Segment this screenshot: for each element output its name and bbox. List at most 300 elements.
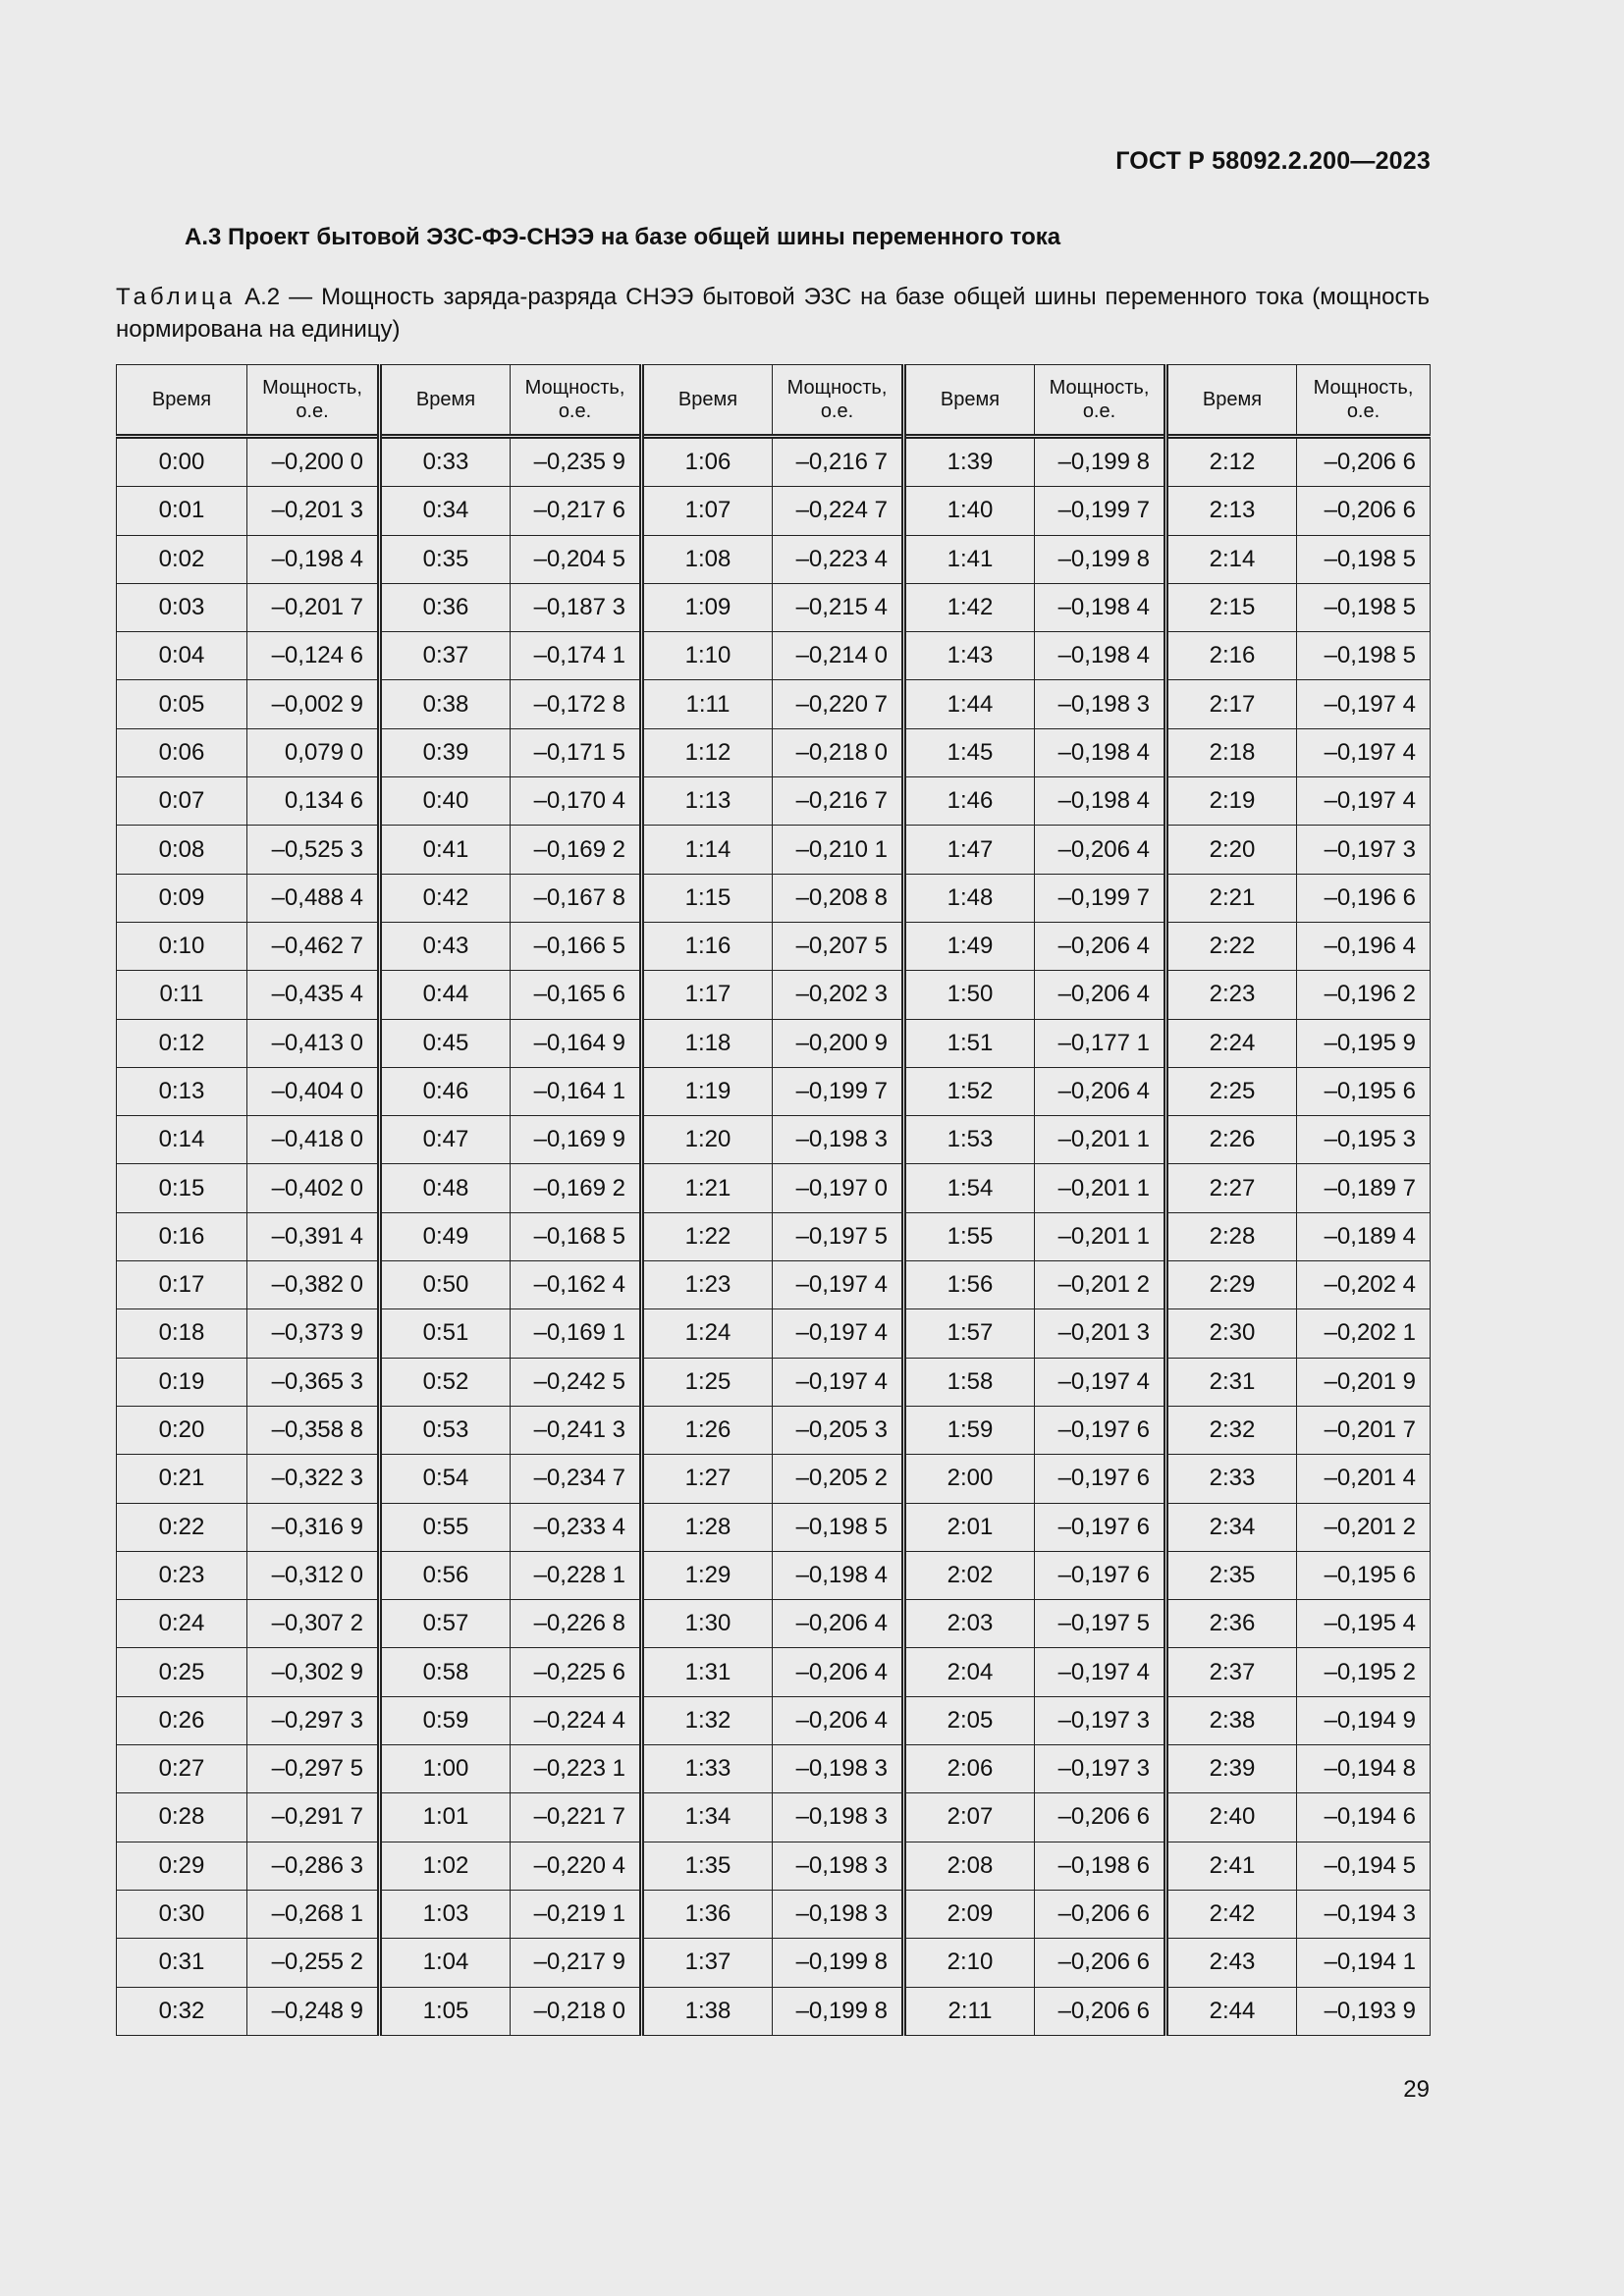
time-cell: 0:55 — [380, 1503, 511, 1551]
time-cell: 1:53 — [904, 1116, 1035, 1164]
power-cell: –0,197 4 — [773, 1358, 904, 1406]
power-cell: –0,197 4 — [773, 1261, 904, 1309]
power-cell: –0,194 3 — [1297, 1890, 1431, 1938]
power-cell: –0,197 4 — [1035, 1648, 1166, 1696]
time-cell: 2:19 — [1166, 777, 1297, 826]
time-cell: 2:25 — [1166, 1067, 1297, 1115]
time-cell: 0:11 — [117, 971, 247, 1019]
power-cell: –0,162 4 — [511, 1261, 642, 1309]
power-cell: –0,201 1 — [1035, 1164, 1166, 1212]
time-cell: 2:04 — [904, 1648, 1035, 1696]
table-row — [117, 1309, 1431, 1358]
time-cell: 2:02 — [904, 1551, 1035, 1599]
time-cell: 2:11 — [904, 1987, 1035, 2035]
power-cell: –0,197 6 — [1035, 1455, 1166, 1503]
power-data-table — [116, 364, 1431, 2036]
time-cell: 0:28 — [117, 1793, 247, 1842]
time-cell: 1:16 — [642, 922, 773, 970]
power-cell: –0,198 4 — [1035, 728, 1166, 776]
power-cell: –0,193 9 — [1297, 1987, 1431, 2035]
time-cell: 2:38 — [1166, 1696, 1297, 1744]
power-cell: –0,206 6 — [1035, 1890, 1166, 1938]
power-cell: –0,194 1 — [1297, 1939, 1431, 1987]
time-cell: 0:10 — [117, 922, 247, 970]
time-cell: 1:10 — [642, 632, 773, 680]
time-cell: 0:33 — [380, 437, 511, 487]
caption-text: А.2 — Мощность заряда-разряда СНЭЭ бытовой ЭЗС на базе общей шины переменного тока (мощность нормирована на единицу) — [116, 284, 1430, 343]
power-cell: –0,255 2 — [247, 1939, 380, 1987]
time-cell: 2:09 — [904, 1890, 1035, 1938]
time-cell: 2:42 — [1166, 1890, 1297, 1938]
column-header-power: Мощность, о.е. — [1297, 365, 1431, 437]
table-row — [117, 1890, 1431, 1938]
time-cell: 2:33 — [1166, 1455, 1297, 1503]
time-cell: 2:12 — [1166, 437, 1297, 487]
power-cell: –0,216 7 — [773, 437, 904, 487]
power-cell: –0,201 1 — [1035, 1212, 1166, 1260]
table-row — [117, 777, 1431, 826]
time-cell: 1:08 — [642, 535, 773, 583]
table-header-row — [117, 365, 1431, 437]
power-cell: –0,223 4 — [773, 535, 904, 583]
power-cell: –0,302 9 — [247, 1648, 380, 1696]
power-cell: –0,206 4 — [773, 1600, 904, 1648]
power-cell: –0,218 0 — [773, 728, 904, 776]
power-cell: –0,218 0 — [511, 1987, 642, 2035]
power-cell: –0,216 7 — [773, 777, 904, 826]
power-cell: –0,224 7 — [773, 487, 904, 535]
time-cell: 2:05 — [904, 1696, 1035, 1744]
power-cell: –0,206 4 — [773, 1648, 904, 1696]
time-cell: 2:26 — [1166, 1116, 1297, 1164]
time-cell: 2:41 — [1166, 1842, 1297, 1890]
power-cell: –0,221 7 — [511, 1793, 642, 1842]
time-cell: 1:30 — [642, 1600, 773, 1648]
power-cell: –0,241 3 — [511, 1406, 642, 1454]
column-header-time: Время — [380, 365, 511, 437]
power-cell: –0,199 7 — [773, 1067, 904, 1115]
power-cell: –0,198 3 — [773, 1745, 904, 1793]
time-cell: 1:55 — [904, 1212, 1035, 1260]
table-row — [117, 971, 1431, 1019]
power-cell: –0,174 1 — [511, 632, 642, 680]
time-cell: 0:40 — [380, 777, 511, 826]
power-cell: –0,197 3 — [1035, 1696, 1166, 1744]
time-cell: 1:51 — [904, 1019, 1035, 1067]
power-cell: –0,169 1 — [511, 1309, 642, 1358]
power-cell: –0,204 5 — [511, 535, 642, 583]
power-cell: –0,195 6 — [1297, 1067, 1431, 1115]
power-cell: –0,228 1 — [511, 1551, 642, 1599]
time-cell: 2:29 — [1166, 1261, 1297, 1309]
power-cell: –0,202 4 — [1297, 1261, 1431, 1309]
power-cell: –0,196 6 — [1297, 874, 1431, 922]
power-cell: –0,525 3 — [247, 826, 380, 874]
time-cell: 0:24 — [117, 1600, 247, 1648]
power-cell: –0,220 7 — [773, 680, 904, 728]
power-cell: –0,210 1 — [773, 826, 904, 874]
time-cell: 0:41 — [380, 826, 511, 874]
time-cell: 1:37 — [642, 1939, 773, 1987]
time-cell: 0:04 — [117, 632, 247, 680]
table-row — [117, 1212, 1431, 1260]
column-header-power: Мощность, о.е. — [1035, 365, 1166, 437]
table-row — [117, 922, 1431, 970]
table-row — [117, 1067, 1431, 1115]
power-cell: –0,187 3 — [511, 583, 642, 631]
power-cell: –0,235 9 — [511, 437, 642, 487]
time-cell: 1:49 — [904, 922, 1035, 970]
time-cell: 1:59 — [904, 1406, 1035, 1454]
time-cell: 0:30 — [117, 1890, 247, 1938]
power-cell: –0,242 5 — [511, 1358, 642, 1406]
power-cell: –0,207 5 — [773, 922, 904, 970]
power-cell: –0,201 4 — [1297, 1455, 1431, 1503]
table-row — [117, 1987, 1431, 2035]
time-cell: 2:30 — [1166, 1309, 1297, 1358]
time-cell: 1:39 — [904, 437, 1035, 487]
power-cell: –0,488 4 — [247, 874, 380, 922]
power-cell: –0,197 3 — [1035, 1745, 1166, 1793]
power-cell: –0,197 6 — [1035, 1551, 1166, 1599]
time-cell: 0:43 — [380, 922, 511, 970]
power-cell: –0,197 4 — [1035, 1358, 1166, 1406]
power-cell: –0,206 4 — [1035, 922, 1166, 970]
time-cell: 0:23 — [117, 1551, 247, 1599]
time-cell: 2:37 — [1166, 1648, 1297, 1696]
time-cell: 1:40 — [904, 487, 1035, 535]
time-cell: 2:14 — [1166, 535, 1297, 583]
power-cell: –0,194 6 — [1297, 1793, 1431, 1842]
power-cell: –0,391 4 — [247, 1212, 380, 1260]
power-cell: –0,206 6 — [1297, 437, 1431, 487]
table-row — [117, 1116, 1431, 1164]
power-cell: –0,198 4 — [773, 1551, 904, 1599]
power-cell: –0,201 9 — [1297, 1358, 1431, 1406]
power-cell: –0,168 5 — [511, 1212, 642, 1260]
power-cell: –0,201 7 — [1297, 1406, 1431, 1454]
time-cell: 1:28 — [642, 1503, 773, 1551]
time-cell: 0:18 — [117, 1309, 247, 1358]
power-cell: –0,206 6 — [1035, 1793, 1166, 1842]
power-cell: –0,206 4 — [1035, 971, 1166, 1019]
power-cell: –0,198 3 — [773, 1116, 904, 1164]
power-cell: –0,199 8 — [1035, 535, 1166, 583]
time-cell: 1:35 — [642, 1842, 773, 1890]
power-cell: –0,199 8 — [1035, 437, 1166, 487]
time-cell: 2:34 — [1166, 1503, 1297, 1551]
time-cell: 0:03 — [117, 583, 247, 631]
table-row — [117, 1261, 1431, 1309]
time-cell: 2:31 — [1166, 1358, 1297, 1406]
time-cell: 0:39 — [380, 728, 511, 776]
power-cell: –0,208 8 — [773, 874, 904, 922]
time-cell: 2:18 — [1166, 728, 1297, 776]
power-cell: –0,215 4 — [773, 583, 904, 631]
table-row — [117, 728, 1431, 776]
time-cell: 1:45 — [904, 728, 1035, 776]
page-number: 29 — [1403, 2076, 1430, 2103]
time-cell: 2:06 — [904, 1745, 1035, 1793]
power-cell: –0,169 9 — [511, 1116, 642, 1164]
time-cell: 1:47 — [904, 826, 1035, 874]
power-cell: –0,198 3 — [773, 1842, 904, 1890]
power-cell: –0,365 3 — [247, 1358, 380, 1406]
power-cell: –0,197 4 — [1297, 777, 1431, 826]
time-cell: 2:44 — [1166, 1987, 1297, 2035]
power-cell: –0,206 4 — [1035, 826, 1166, 874]
power-cell: –0,194 5 — [1297, 1842, 1431, 1890]
time-cell: 1:11 — [642, 680, 773, 728]
time-cell: 0:54 — [380, 1455, 511, 1503]
power-cell: –0,297 3 — [247, 1696, 380, 1744]
power-cell: –0,198 6 — [1035, 1842, 1166, 1890]
power-cell: –0,358 8 — [247, 1406, 380, 1454]
power-cell: –0,164 9 — [511, 1019, 642, 1067]
time-cell: 1:23 — [642, 1261, 773, 1309]
power-cell: –0,167 8 — [511, 874, 642, 922]
power-cell: –0,202 3 — [773, 971, 904, 1019]
power-cell: –0,202 1 — [1297, 1309, 1431, 1358]
time-cell: 1:20 — [642, 1116, 773, 1164]
power-cell: –0,198 3 — [773, 1793, 904, 1842]
power-cell: –0,223 1 — [511, 1745, 642, 1793]
power-cell: –0,169 2 — [511, 1164, 642, 1212]
power-cell: –0,402 0 — [247, 1164, 380, 1212]
power-cell: –0,165 6 — [511, 971, 642, 1019]
time-cell: 2:43 — [1166, 1939, 1297, 1987]
time-cell: 2:01 — [904, 1503, 1035, 1551]
power-cell: –0,198 5 — [1297, 583, 1431, 631]
time-cell: 1:00 — [380, 1745, 511, 1793]
table-row — [117, 1455, 1431, 1503]
time-cell: 2:40 — [1166, 1793, 1297, 1842]
table-row — [117, 826, 1431, 874]
power-cell: –0,205 2 — [773, 1455, 904, 1503]
power-cell: –0,234 7 — [511, 1455, 642, 1503]
table-row — [117, 1745, 1431, 1793]
table-row — [117, 437, 1431, 487]
time-cell: 0:42 — [380, 874, 511, 922]
time-cell: 1:56 — [904, 1261, 1035, 1309]
time-cell: 1:19 — [642, 1067, 773, 1115]
time-cell: 2:20 — [1166, 826, 1297, 874]
table-row — [117, 583, 1431, 631]
power-cell: –0,322 3 — [247, 1455, 380, 1503]
time-cell: 0:49 — [380, 1212, 511, 1260]
table-row — [117, 632, 1431, 680]
power-cell: –0,413 0 — [247, 1019, 380, 1067]
power-cell: –0,197 0 — [773, 1164, 904, 1212]
power-cell: –0,171 5 — [511, 728, 642, 776]
power-cell: –0,194 9 — [1297, 1696, 1431, 1744]
power-cell: –0,195 3 — [1297, 1116, 1431, 1164]
time-cell: 2:27 — [1166, 1164, 1297, 1212]
power-cell: –0,198 5 — [773, 1503, 904, 1551]
time-cell: 0:14 — [117, 1116, 247, 1164]
time-cell: 0:02 — [117, 535, 247, 583]
time-cell: 0:05 — [117, 680, 247, 728]
time-cell: 2:22 — [1166, 922, 1297, 970]
time-cell: 0:58 — [380, 1648, 511, 1696]
time-cell: 0:53 — [380, 1406, 511, 1454]
power-cell: –0,462 7 — [247, 922, 380, 970]
time-cell: 1:03 — [380, 1890, 511, 1938]
time-cell: 2:10 — [904, 1939, 1035, 1987]
power-cell: –0,206 6 — [1035, 1939, 1166, 1987]
power-cell: –0,198 4 — [1035, 632, 1166, 680]
time-cell: 1:07 — [642, 487, 773, 535]
time-cell: 1:05 — [380, 1987, 511, 2035]
time-cell: 1:27 — [642, 1455, 773, 1503]
column-header-time: Время — [117, 365, 247, 437]
power-cell: –0,164 1 — [511, 1067, 642, 1115]
power-cell: –0,206 6 — [1297, 487, 1431, 535]
time-cell: 1:12 — [642, 728, 773, 776]
time-cell: 0:19 — [117, 1358, 247, 1406]
time-cell: 0:25 — [117, 1648, 247, 1696]
power-cell: –0,291 7 — [247, 1793, 380, 1842]
time-cell: 1:57 — [904, 1309, 1035, 1358]
power-cell: –0,170 4 — [511, 777, 642, 826]
time-cell: 2:23 — [1166, 971, 1297, 1019]
time-cell: 2:17 — [1166, 680, 1297, 728]
power-cell: –0,206 4 — [1035, 1067, 1166, 1115]
section-heading: А.3 Проект бытовой ЭЗС-ФЭ-СНЭЭ на базе общей шины переменного тока — [185, 224, 1061, 250]
time-cell: 0:21 — [117, 1455, 247, 1503]
time-cell: 1:18 — [642, 1019, 773, 1067]
power-cell: –0,214 0 — [773, 632, 904, 680]
time-cell: 2:35 — [1166, 1551, 1297, 1599]
power-cell: –0,233 4 — [511, 1503, 642, 1551]
time-cell: 1:46 — [904, 777, 1035, 826]
power-cell: –0,206 6 — [1035, 1987, 1166, 2035]
power-cell: –0,197 6 — [1035, 1503, 1166, 1551]
power-cell: –0,205 3 — [773, 1406, 904, 1454]
time-cell: 2:28 — [1166, 1212, 1297, 1260]
column-header-power: Мощность, о.е. — [773, 365, 904, 437]
power-cell: –0,198 3 — [1035, 680, 1166, 728]
power-cell: –0,200 0 — [247, 437, 380, 487]
power-cell: –0,197 5 — [1035, 1600, 1166, 1648]
power-cell: –0,196 2 — [1297, 971, 1431, 1019]
time-cell: 0:06 — [117, 728, 247, 776]
time-cell: 0:09 — [117, 874, 247, 922]
power-cell: –0,373 9 — [247, 1309, 380, 1358]
time-cell: 0:52 — [380, 1358, 511, 1406]
power-cell: –0,268 1 — [247, 1890, 380, 1938]
power-cell: –0,198 4 — [1035, 777, 1166, 826]
column-header-power: Мощность, о.е. — [247, 365, 380, 437]
power-cell: –0,124 6 — [247, 632, 380, 680]
time-cell: 0:46 — [380, 1067, 511, 1115]
power-cell: –0,248 9 — [247, 1987, 380, 2035]
time-cell: 1:02 — [380, 1842, 511, 1890]
power-cell: –0,200 9 — [773, 1019, 904, 1067]
power-cell: –0,198 4 — [1035, 583, 1166, 631]
power-cell: –0,199 7 — [1035, 487, 1166, 535]
time-cell: 0:36 — [380, 583, 511, 631]
power-cell: –0,198 4 — [247, 535, 380, 583]
power-cell: –0,194 8 — [1297, 1745, 1431, 1793]
time-cell: 0:01 — [117, 487, 247, 535]
power-cell: –0,199 8 — [773, 1987, 904, 2035]
time-cell: 0:27 — [117, 1745, 247, 1793]
time-cell: 0:59 — [380, 1696, 511, 1744]
table-row — [117, 1842, 1431, 1890]
time-cell: 1:14 — [642, 826, 773, 874]
power-cell: –0,297 5 — [247, 1745, 380, 1793]
time-cell: 1:21 — [642, 1164, 773, 1212]
time-cell: 0:45 — [380, 1019, 511, 1067]
time-cell: 0:48 — [380, 1164, 511, 1212]
time-cell: 0:17 — [117, 1261, 247, 1309]
power-cell: –0,201 3 — [1035, 1309, 1166, 1358]
time-cell: 2:32 — [1166, 1406, 1297, 1454]
time-cell: 0:56 — [380, 1551, 511, 1599]
time-cell: 1:42 — [904, 583, 1035, 631]
power-cell: –0,195 9 — [1297, 1019, 1431, 1067]
table-row — [117, 1600, 1431, 1648]
time-cell: 1:09 — [642, 583, 773, 631]
power-cell: –0,201 1 — [1035, 1116, 1166, 1164]
time-cell: 1:01 — [380, 1793, 511, 1842]
time-cell: 0:26 — [117, 1696, 247, 1744]
power-cell: –0,312 0 — [247, 1551, 380, 1599]
time-cell: 0:13 — [117, 1067, 247, 1115]
time-cell: 0:07 — [117, 777, 247, 826]
time-cell: 1:13 — [642, 777, 773, 826]
column-header-time: Время — [904, 365, 1035, 437]
power-cell: –0,206 4 — [773, 1696, 904, 1744]
power-cell: –0,201 2 — [1297, 1503, 1431, 1551]
time-cell: 0:50 — [380, 1261, 511, 1309]
table-row — [117, 874, 1431, 922]
time-cell: 2:16 — [1166, 632, 1297, 680]
power-cell: –0,404 0 — [247, 1067, 380, 1115]
time-cell: 2:36 — [1166, 1600, 1297, 1648]
time-cell: 1:38 — [642, 1987, 773, 2035]
time-cell: 0:44 — [380, 971, 511, 1019]
time-cell: 1:15 — [642, 874, 773, 922]
power-cell: –0,166 5 — [511, 922, 642, 970]
power-cell: –0,199 8 — [773, 1939, 904, 1987]
power-cell: –0,201 3 — [247, 487, 380, 535]
table-row — [117, 1164, 1431, 1212]
time-cell: 1:32 — [642, 1696, 773, 1744]
table-row — [117, 535, 1431, 583]
time-cell: 1:29 — [642, 1551, 773, 1599]
power-cell: –0,198 3 — [773, 1890, 904, 1938]
power-cell: –0,197 6 — [1035, 1406, 1166, 1454]
time-cell: 1:25 — [642, 1358, 773, 1406]
power-cell: –0,197 3 — [1297, 826, 1431, 874]
table-row — [117, 1939, 1431, 1987]
power-cell: –0,382 0 — [247, 1261, 380, 1309]
power-cell: –0,226 8 — [511, 1600, 642, 1648]
time-cell: 0:16 — [117, 1212, 247, 1260]
power-cell: –0,198 5 — [1297, 632, 1431, 680]
time-cell: 2:08 — [904, 1842, 1035, 1890]
time-cell: 1:26 — [642, 1406, 773, 1454]
time-cell: 0:37 — [380, 632, 511, 680]
power-cell: –0,189 4 — [1297, 1212, 1431, 1260]
table-row — [117, 487, 1431, 535]
column-header-time: Время — [642, 365, 773, 437]
power-cell: –0,177 1 — [1035, 1019, 1166, 1067]
power-cell: –0,199 7 — [1035, 874, 1166, 922]
time-cell: 0:34 — [380, 487, 511, 535]
